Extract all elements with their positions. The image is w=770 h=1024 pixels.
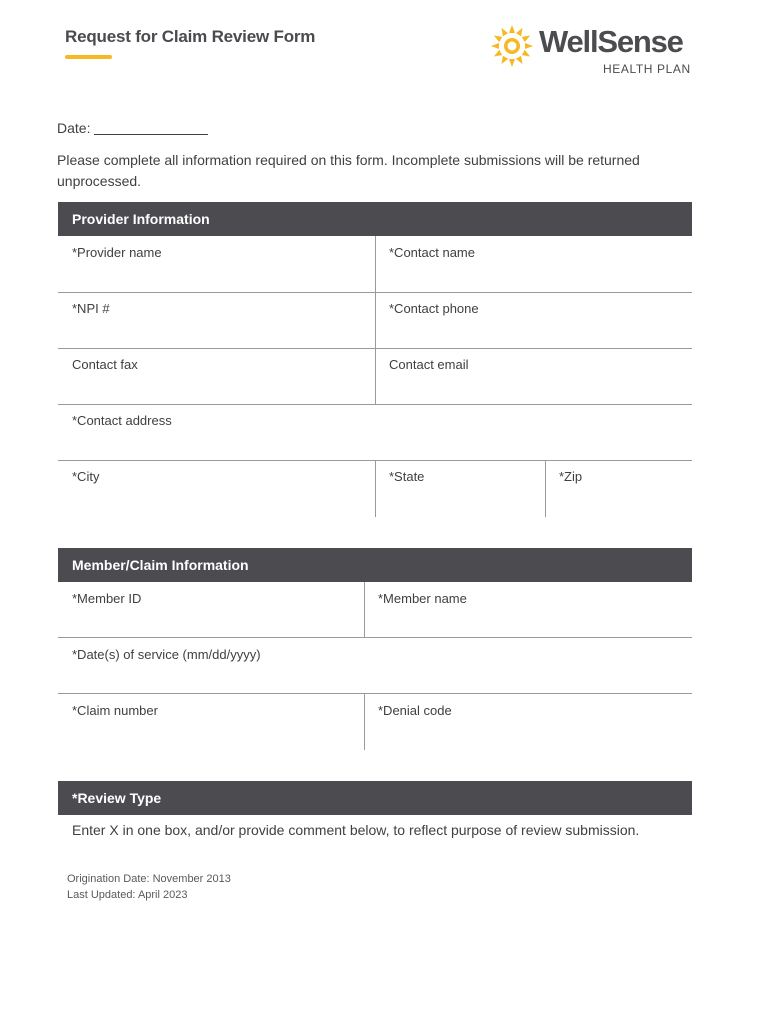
member-id-label: *Member ID <box>72 591 142 606</box>
title-accent-underline <box>65 55 112 59</box>
origination-date: Origination Date: November 2013 <box>67 873 231 885</box>
divider <box>375 348 376 404</box>
member-name-field[interactable] <box>364 582 692 638</box>
intro-text: Please complete all information required on this form. Incomplete submissions will be returned unprocessed. <box>57 152 640 189</box>
claim-number-field[interactable] <box>58 694 364 750</box>
claim-number-label: *Claim number <box>72 703 158 718</box>
contact-fax-field[interactable] <box>58 348 375 404</box>
logo-subtitle: HEALTH PLAN <box>603 62 691 76</box>
zip-label: *Zip <box>559 469 583 484</box>
divider <box>375 460 376 517</box>
member-name-label: *Member name <box>378 591 467 606</box>
npi-field[interactable] <box>58 292 375 348</box>
denial-code-field[interactable] <box>364 694 692 750</box>
contact-address-field[interactable] <box>58 404 692 460</box>
divider <box>375 236 376 292</box>
divider <box>545 460 546 517</box>
contact-address-label: *Contact address <box>72 413 172 428</box>
dates-of-service-label: *Date(s) of service (mm/dd/yyyy) <box>72 647 261 662</box>
contact-name-label: *Contact name <box>389 245 475 260</box>
date-input-line[interactable] <box>94 121 208 135</box>
provider-section-header: Provider Information <box>58 202 692 236</box>
contact-name-field[interactable] <box>375 236 692 292</box>
denial-code-label: *Denial code <box>378 703 452 718</box>
state-field[interactable] <box>375 460 545 516</box>
date-field <box>57 120 208 136</box>
member-id-field[interactable] <box>58 582 364 638</box>
form-title: Request for Claim Review Form <box>65 27 316 46</box>
review-type-instructions: Enter X in one box, and/or provide comment below, to reflect purpose of review submission. <box>72 822 640 838</box>
contact-fax-label: Contact fax <box>72 357 138 372</box>
contact-email-field[interactable] <box>375 348 692 404</box>
provider-name-field[interactable] <box>58 236 375 292</box>
contact-email-label: Contact email <box>389 357 469 372</box>
npi-label: *NPI # <box>72 301 110 316</box>
divider <box>375 292 376 348</box>
divider <box>364 582 365 638</box>
contact-phone-field[interactable] <box>375 292 692 348</box>
footer-dates <box>67 871 231 903</box>
city-field[interactable] <box>58 460 375 516</box>
review-type-section-header: *Review Type <box>58 781 692 815</box>
last-updated-date: Last Updated: April 2023 <box>67 889 188 901</box>
contact-phone-label: *Contact phone <box>389 301 479 316</box>
divider <box>364 694 365 750</box>
provider-name-label: *Provider name <box>72 245 162 260</box>
date-label: Date: <box>57 120 91 136</box>
member-section-header: Member/Claim Information <box>58 548 692 582</box>
sun-icon <box>490 24 534 68</box>
wellsense-logo <box>490 22 695 80</box>
logo-wordmark: WellSense <box>539 24 683 59</box>
dates-of-service-field[interactable] <box>58 638 692 694</box>
state-label: *State <box>389 469 425 484</box>
city-label: *City <box>72 469 100 484</box>
zip-field[interactable] <box>545 460 692 516</box>
